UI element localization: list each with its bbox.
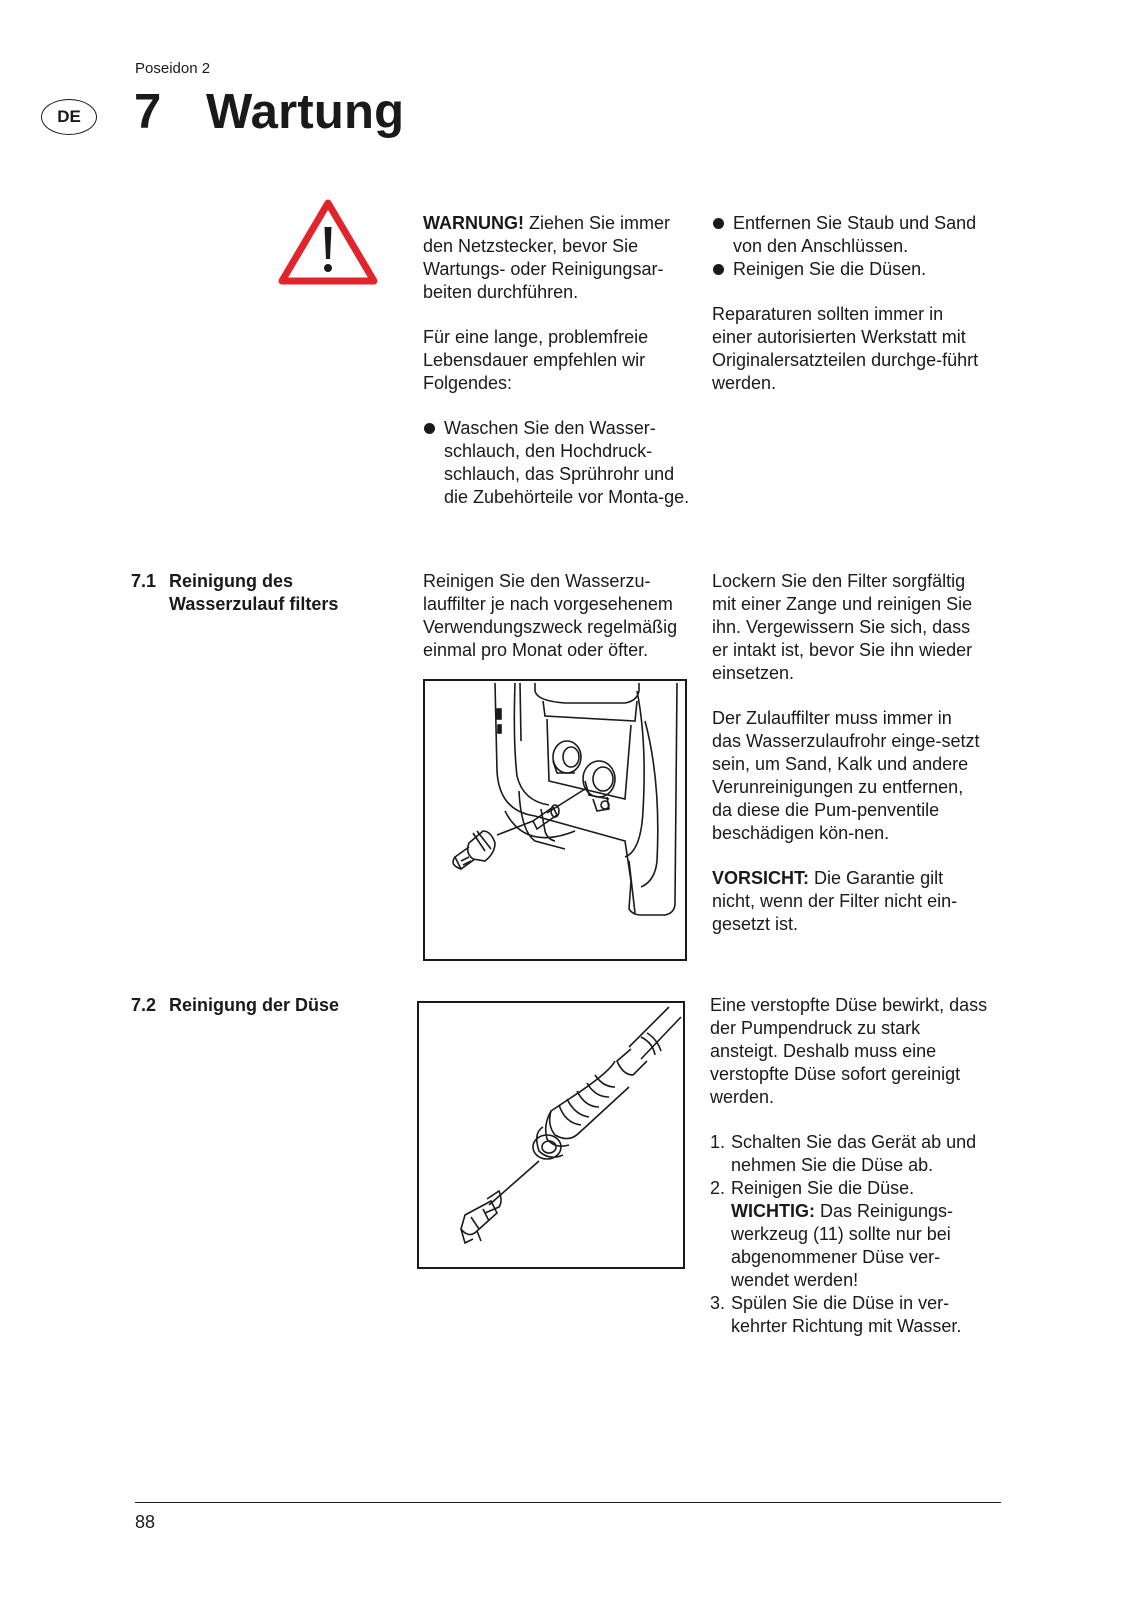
section-heading-7-2 (131, 994, 391, 1017)
section-number: 7.2 (131, 995, 157, 1015)
step-text: Reinigen Sie die Düse. (731, 1178, 915, 1198)
list-item: Reinigen Sie die Düsen. (712, 258, 984, 281)
step-text: Schalten Sie das Gerät ab und nehmen Sie die Düse ab. (731, 1132, 977, 1175)
language-badge: DE (41, 99, 97, 135)
inlet-filter-figure (423, 679, 687, 961)
filter-paragraph: Lockern Sie den Filter sorgfältig mit einer Zange und reinigen Sie ihn. Vergewissern Sie sich, dass er intakt ist, bevor Sie ihn wieder einsetzen. (712, 571, 973, 683)
caution-label: VORSICHT: (712, 868, 810, 888)
nozzle-paragraph: Eine verstopfte Düse bewirkt, dass der Pumpendruck zu stark ansteigt. Deshalb muss eine verstopfte Düse sofort gereinigt werden. (710, 995, 988, 1107)
chapter-title: Wartung (206, 85, 405, 139)
section-title: Reinigung der Düse (169, 995, 340, 1015)
warning-triangle-icon (276, 197, 380, 289)
footer-rule (135, 1502, 1001, 1503)
intro-left-column (423, 212, 691, 509)
list-item: Entfernen Sie Staub und Sand von den Anschlüssen. (712, 212, 984, 258)
caution-text: Die Garantie gilt nicht, wenn der Filter nicht ein-gesetzt ist. (712, 868, 958, 934)
repairs-paragraph: Reparaturen sollten immer in einer autorisierten Werkstatt mit Originalersatzteilen durchge-führt werden. (712, 304, 979, 393)
important-label: WICHTIG: (731, 1201, 815, 1221)
warning-label: WARNUNG! (423, 213, 524, 233)
list-item (710, 1177, 988, 1292)
section-7-1-left-text: Reinigen Sie den Wasserzu-lauffilter je nach vorgesehenem Verwendungszweck regelmäßig einmal pro Monat oder öfter. (423, 571, 678, 660)
step-text: Spülen Sie die Düse in ver-kehrter Richtung mit Wasser. (731, 1293, 962, 1336)
section-title-line2: Wasserzulauf filters (169, 594, 339, 614)
chapter-heading (134, 84, 404, 140)
nozzle-steps-list (710, 1131, 988, 1338)
page-number: 88 (135, 1512, 156, 1532)
running-head: Poseidon 2 (135, 60, 211, 77)
step-number: 2. (710, 1178, 726, 1198)
nozzle-illustration (419, 1003, 683, 1267)
section-7-2-column (710, 994, 988, 1338)
list-item: Waschen Sie den Wasser-schlauch, den Hochdruck-schlauch, das Sprührohr und die Zubehörteile vor Monta-ge. (423, 417, 691, 509)
important-text: Das Reinigungs-werkzeug (11) sollte nur bei abgenommener Düse ver-wendet werden! (731, 1201, 954, 1290)
section-7-1-right-column (712, 570, 984, 958)
list-item (710, 1292, 988, 1338)
list-item (710, 1131, 988, 1177)
recommend-paragraph: Für eine lange, problemfreie Lebensdauer empfehlen wir Folgendes: (423, 327, 649, 393)
step-number: 3. (710, 1293, 726, 1313)
step-number: 1. (710, 1132, 726, 1152)
section-number: 7.1 (131, 571, 157, 591)
warning-paragraph (423, 212, 691, 304)
inlet-filter-illustration (425, 681, 685, 959)
intro-right-column (712, 212, 984, 417)
nozzle-figure (417, 1001, 685, 1269)
inlet-filter-paragraph: Der Zulauffilter muss immer in das Wasserzulaufrohr einge-setzt sein, um Sand, Kalk und andere Verunreinigungen zu entfernen, da diese die Pum-penventile beschädigen kön-nen. (712, 708, 980, 843)
intro-bullet-list-right (712, 212, 984, 281)
intro-bullet-list-left (423, 417, 691, 509)
chapter-number: 7 (134, 85, 162, 139)
caution-paragraph (712, 867, 984, 936)
section-title-line1: Reinigung des (169, 571, 294, 591)
warning-text: Ziehen Sie immer den Netzstecker, bevor Sie Wartungs- oder Reinigungsar-beiten durchführen. (423, 213, 671, 302)
section-heading-7-1 (131, 570, 391, 616)
